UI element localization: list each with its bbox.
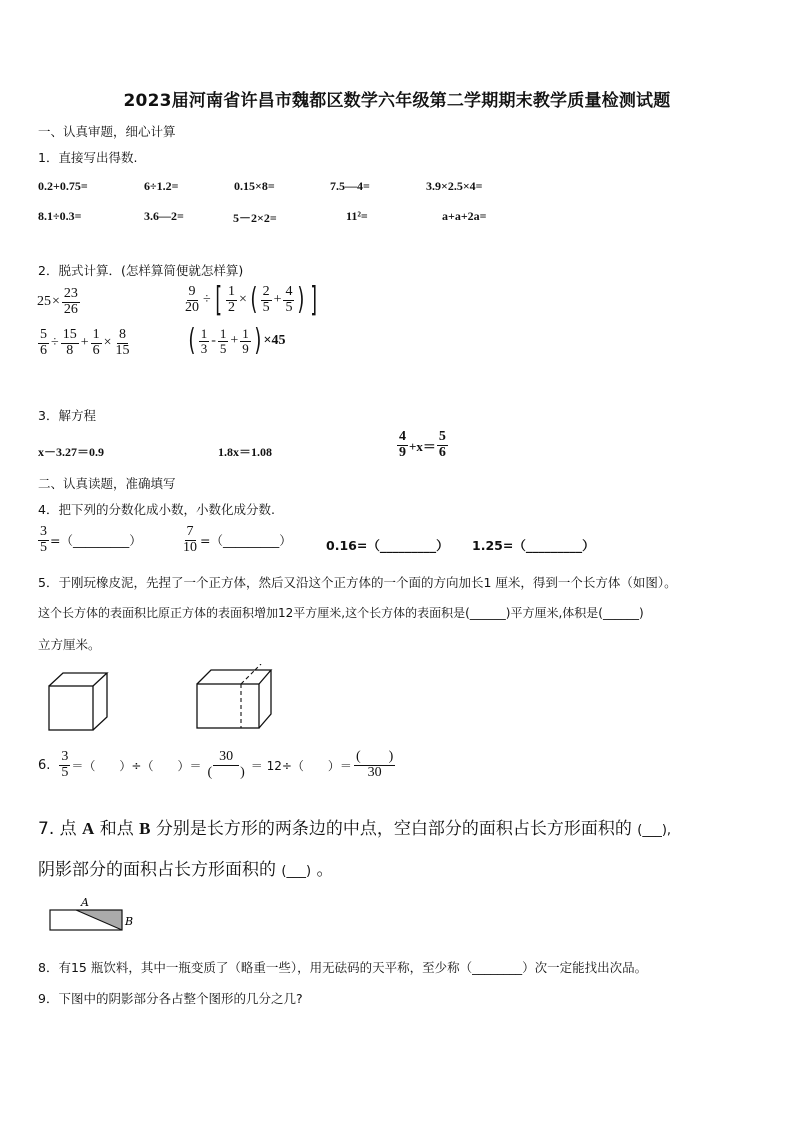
operator: + xyxy=(273,292,282,307)
numerator: 23 xyxy=(63,286,78,301)
cuboid-figure xyxy=(193,664,275,732)
numerator: 3 xyxy=(40,524,47,539)
q4-item-4[interactable]: 1.25=（_________） xyxy=(472,538,595,553)
q9-text: 9．下图中的阴影部分各占整个图形的几分之几? xyxy=(38,991,303,1006)
numerator: 4 xyxy=(285,283,293,299)
q6-line xyxy=(38,750,396,780)
q2-expression-3 xyxy=(37,328,133,358)
q2-expression-4 xyxy=(186,323,286,358)
answer-blank[interactable]: =（_________） xyxy=(200,533,292,549)
right-bracket: ] xyxy=(310,280,318,320)
denominator: 8 xyxy=(66,342,74,358)
q1-item: 7.5—4= xyxy=(330,179,370,193)
denominator: 30 xyxy=(367,764,382,780)
q1-item: 5－2×2= xyxy=(233,211,277,225)
point-a-label: A xyxy=(82,819,95,838)
fraction xyxy=(240,327,251,355)
left-paren: ( xyxy=(188,323,196,358)
denominator: 5 xyxy=(40,539,47,555)
fraction xyxy=(59,750,70,780)
denominator: 6 xyxy=(438,444,446,460)
q1-item: 11²= xyxy=(346,209,368,223)
q5-line-3: 立方厘米。 xyxy=(38,637,101,652)
point-b-label: B xyxy=(139,819,151,838)
denominator: 5 xyxy=(219,340,227,356)
q1-item: 0.2+0.75= xyxy=(38,179,88,193)
numerator: 1 xyxy=(227,283,235,299)
q3-label: 3．解方程 xyxy=(38,408,96,423)
numerator: 5 xyxy=(438,429,446,444)
denominator: 3 xyxy=(200,340,208,356)
q4-item-2 xyxy=(180,525,292,555)
q5-line-2: 这个长方体的表面积比原正方体的表面积增加12平方厘米,这个长方体的表面积是(______)平方厘米,体积是(______) xyxy=(38,606,644,620)
left-bracket: [ xyxy=(215,280,222,320)
right-paren: ) xyxy=(254,323,262,358)
fraction xyxy=(218,327,229,355)
fraction xyxy=(437,430,448,460)
left-paren: ( xyxy=(250,282,258,317)
numerator: 9 xyxy=(188,283,196,299)
numerator: 1 xyxy=(219,325,227,341)
section-2-heading: 二、认真读题，准确填写 xyxy=(38,476,176,491)
q2-expression-2 xyxy=(182,280,320,320)
denominator: 5 xyxy=(285,299,293,315)
q7-line-2 xyxy=(38,855,333,880)
fraction xyxy=(205,750,246,780)
numerator: 15 xyxy=(62,327,77,342)
numerator: 5 xyxy=(40,327,47,342)
multiplier: ×45 xyxy=(263,333,286,348)
q1-item: a+a+2a= xyxy=(442,209,487,223)
denominator: 5 xyxy=(61,764,69,780)
q7-text: 和点 xyxy=(99,819,134,839)
operator: ÷ xyxy=(203,292,211,307)
figure-label-b: B xyxy=(125,915,134,928)
numerator: 8 xyxy=(119,327,126,342)
q3-equation-1: x－3.27＝0.9 xyxy=(38,445,105,459)
fraction xyxy=(61,328,79,358)
answer-blank[interactable]: =（_________） xyxy=(50,533,142,549)
q6-part-1[interactable]: ＝（ ）÷（ ）＝ xyxy=(71,758,202,773)
page-title: 2023届河南省许昌市魏都区数学六年级第二学期期末教学质量检测试题 xyxy=(123,91,671,111)
numerator: 30 xyxy=(213,750,239,766)
answer-blank[interactable]: (___) xyxy=(281,864,312,879)
numerator: 1 xyxy=(242,325,249,341)
fraction xyxy=(226,285,237,315)
q7-text: 分别是长方形的两条边的中点，空白部分的面积占长方形面积的 xyxy=(155,819,632,839)
right-paren: ) xyxy=(297,282,305,317)
fraction xyxy=(183,285,201,315)
denominator[interactable]: ( ) xyxy=(207,764,245,780)
fraction xyxy=(199,327,210,355)
equation-middle: +x＝ xyxy=(409,438,436,454)
answer-blank[interactable]: (___), xyxy=(637,823,672,838)
q1-label: 1．直接写出得数. xyxy=(38,150,138,165)
numerator: 4 xyxy=(399,429,406,444)
q4-label: 4．把下列的分数化成小数，小数化成分数. xyxy=(38,502,275,517)
q1-item: 8.1÷0.3= xyxy=(38,209,82,223)
q7-line-1 xyxy=(38,814,671,839)
operator: ÷ xyxy=(51,335,59,351)
cube-figure xyxy=(46,670,110,732)
numerator[interactable]: ( ) xyxy=(355,749,394,764)
q6-label: 6. xyxy=(38,757,51,773)
numerator: 3 xyxy=(61,749,69,764)
numerator: 1 xyxy=(92,327,100,342)
denominator: 9 xyxy=(242,340,249,356)
fraction xyxy=(354,750,395,780)
q6-part-2[interactable]: ＝ 12÷（ ）＝ xyxy=(250,758,352,773)
q2-expression-1 xyxy=(37,287,81,317)
figure-label-a: A xyxy=(81,896,89,909)
rectangle-figure xyxy=(48,893,138,935)
denominator: 6 xyxy=(40,342,47,358)
denominator: 6 xyxy=(92,342,100,358)
denominator: 15 xyxy=(115,342,130,358)
section-1-heading: 一、认真审题，细心计算 xyxy=(38,124,176,139)
denominator: 9 xyxy=(399,444,406,460)
operator: + xyxy=(230,333,239,348)
numerator: 2 xyxy=(262,283,270,299)
fraction xyxy=(283,285,294,315)
denominator: 26 xyxy=(63,301,78,317)
q3-equation-3 xyxy=(396,430,449,460)
q8-text: 8．有15 瓶饮料，其中一瓶变质了（略重一些），用无砝码的天平称，至少称（________）次一定能找出次品。 xyxy=(38,960,648,975)
fraction xyxy=(38,525,49,555)
q1-item: 3.6—2= xyxy=(144,209,184,223)
q7-text: 阴影部分的面积占长方形面积的 xyxy=(38,860,276,880)
fraction xyxy=(62,287,80,317)
denominator: 5 xyxy=(262,299,270,315)
q1-item: 3.9×2.5×4= xyxy=(426,179,483,193)
q5-line-1: 5．于刚玩橡皮泥，先捏了一个正方体，然后又沿这个正方体的一个面的方向加长1 厘米，得到一个长方体（如图）。 xyxy=(38,575,677,590)
q2-label: 2．脱式计算．(怎样算简便就怎样算) xyxy=(38,263,244,278)
fraction xyxy=(38,328,49,358)
operator: × xyxy=(103,335,112,351)
number: 25 xyxy=(37,294,51,310)
fraction xyxy=(397,430,408,460)
q7-text: 7. 点 xyxy=(38,819,77,839)
fraction xyxy=(181,525,199,555)
operator: + xyxy=(80,335,89,351)
q1-item: 0.15×8= xyxy=(234,179,275,193)
denominator: 10 xyxy=(183,539,197,555)
q1-item: 6÷1.2= xyxy=(144,179,179,193)
denominator: 2 xyxy=(227,299,235,315)
fraction xyxy=(91,328,102,358)
operator: × xyxy=(238,292,247,307)
fraction xyxy=(261,285,272,315)
q7-text: 。 xyxy=(316,860,334,880)
denominator: 20 xyxy=(185,299,199,315)
numerator: 7 xyxy=(186,524,194,539)
numerator: 1 xyxy=(200,325,208,341)
operator: - xyxy=(211,333,216,348)
q4-item-1 xyxy=(37,525,142,555)
q3-equation-2: 1.8x＝1.08 xyxy=(218,445,273,459)
operator: × xyxy=(52,294,60,310)
q4-item-3[interactable]: 0.16=（_________） xyxy=(326,538,449,553)
fraction xyxy=(114,328,132,358)
